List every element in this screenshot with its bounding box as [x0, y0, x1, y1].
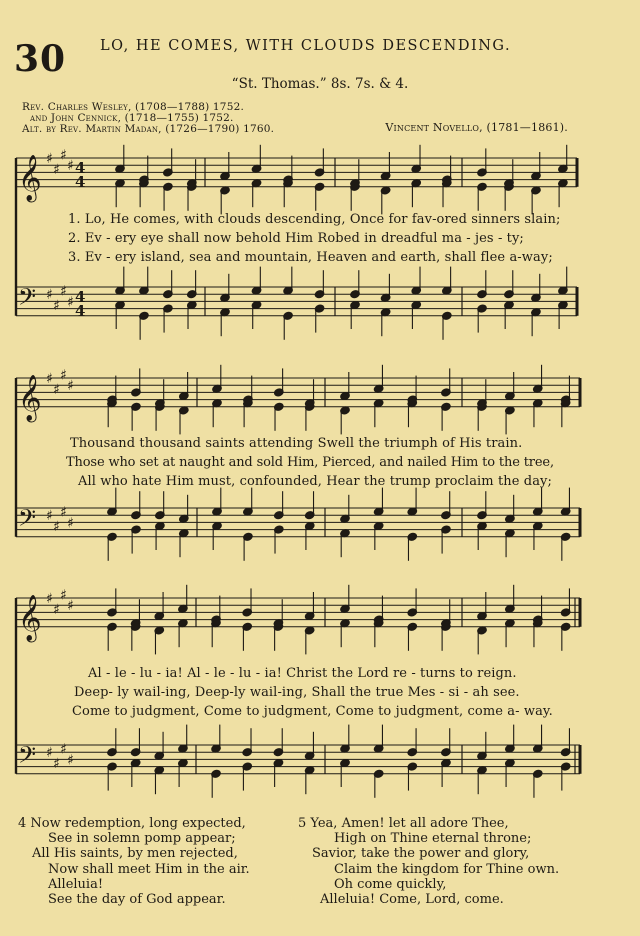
verse-line: Oh come quickly, — [334, 876, 447, 892]
lyric-line: Deep- ly wail-ing, Deep-ly wail-ing, Shall the true Mes - si - ah see. — [74, 685, 520, 700]
time-signature-top: 4 — [75, 288, 86, 306]
sharp-sign: ♯ — [60, 367, 67, 384]
sharp-sign: ♯ — [53, 601, 60, 618]
sharp-sign: ♯ — [60, 587, 67, 604]
verse-line: Savior, take the power and glory, — [312, 846, 530, 862]
hymn-number: 30 — [14, 38, 67, 80]
sharp-sign: ♯ — [46, 591, 53, 607]
lyric-line: All who hate Him must, confounded, Hear the trump proclaim the day; — [78, 474, 552, 489]
hymn-title: LO, HE COMES, WITH CLOUDS DESCENDING. — [100, 38, 512, 54]
lyric-line: Al - le - lu - ia! Al - le - lu - ia! Christ the Lord re - turns to reign. — [88, 666, 517, 681]
verse-5 — [298, 816, 559, 907]
lyric-line: 1. Lo, He comes, with clouds descending, Once for fav-ored sinners slain; — [68, 212, 561, 227]
composer-credit: Vincent Novello, (1781—1861). — [385, 121, 568, 134]
sharp-sign: ♯ — [67, 158, 74, 175]
lyric-line: Thousand thousand saints attending Swell the triumph of His train. — [70, 436, 523, 451]
verse-line: See the day of God appear. — [48, 892, 226, 908]
sharp-sign: ♯ — [67, 752, 74, 769]
lyric-line: Those who set at naught and sold Him, Pierced, and nailed Him to the tree, — [66, 455, 554, 470]
sharp-sign: ♯ — [60, 741, 67, 758]
treble-clef-icon: 𝄞 — [18, 155, 42, 201]
verse-line: Alleluia! — [48, 876, 104, 892]
time-signature-bottom: 4 — [75, 302, 86, 320]
lyric-line: Come to judgment, Come to judgment, Come to judgment, come a- way. — [72, 704, 553, 719]
treble-clef-icon: 𝄞 — [18, 595, 42, 641]
verse-line: See in solemn pomp appear; — [48, 831, 236, 847]
sharp-sign: ♯ — [67, 294, 74, 311]
verse-line: All His saints, by men rejected, — [32, 846, 238, 862]
sharp-sign: ♯ — [53, 298, 60, 314]
verse-line: Alleluia! Come, Lord, come. — [320, 892, 504, 908]
time-signature-bottom: 4 — [75, 173, 86, 191]
sharp-sign: ♯ — [46, 745, 53, 762]
author-credit-line3: Alt. by Rev. Martin Madan, (1726—1790) 1760. — [22, 123, 275, 135]
verse-line: Claim the kingdom for Thine own. — [334, 861, 560, 877]
sharp-sign: ♯ — [46, 151, 53, 167]
author-credit-line2: and John Cennick, (1718—1755) 1752. — [30, 112, 234, 124]
time-signature-top: 4 — [75, 159, 86, 177]
bass-clef-icon: 𝄢 — [18, 504, 37, 537]
sharp-sign: ♯ — [67, 598, 74, 615]
verse-4 — [18, 816, 250, 907]
bass-clef-icon: 𝄢 — [18, 283, 37, 316]
bass-clef-icon: 𝄢 — [18, 741, 37, 774]
sharp-sign: ♯ — [46, 371, 53, 387]
sharp-sign: ♯ — [67, 515, 74, 532]
sharp-sign: ♯ — [60, 147, 67, 164]
sharp-sign: ♯ — [46, 508, 53, 525]
sharp-sign: ♯ — [53, 756, 60, 772]
sharp-sign: ♯ — [53, 161, 60, 178]
tune-and-meter: “St. Thomas.” 8s. 7s. & 4. — [231, 76, 409, 92]
author-credit-line1: Rev. Charles Wesley, (1708—1788) 1752. — [22, 101, 244, 113]
verse-line: Now shall meet Him in the air. — [48, 861, 250, 877]
verse-line: 4 Now redemption, long expected, — [18, 816, 246, 831]
verse-line: 5 Yea, Amen! let all adore Thee, — [298, 816, 509, 831]
lyric-line: 3. Ev - ery island, sea and mountain, Heaven and earth, shall flee a-way; — [68, 250, 553, 265]
sharp-sign: ♯ — [53, 381, 60, 398]
sharp-sign: ♯ — [60, 504, 67, 521]
lyric-line: 2. Ev - ery eye shall now behold Him Robed in dreadful ma - jes - ty; — [68, 231, 524, 246]
sharp-sign: ♯ — [46, 287, 53, 304]
sharp-sign: ♯ — [53, 519, 60, 535]
sharp-sign: ♯ — [67, 378, 74, 395]
treble-clef-icon: 𝄞 — [18, 375, 42, 421]
verse-line: High on Thine eternal throne; — [334, 831, 532, 847]
sharp-sign: ♯ — [60, 283, 67, 300]
